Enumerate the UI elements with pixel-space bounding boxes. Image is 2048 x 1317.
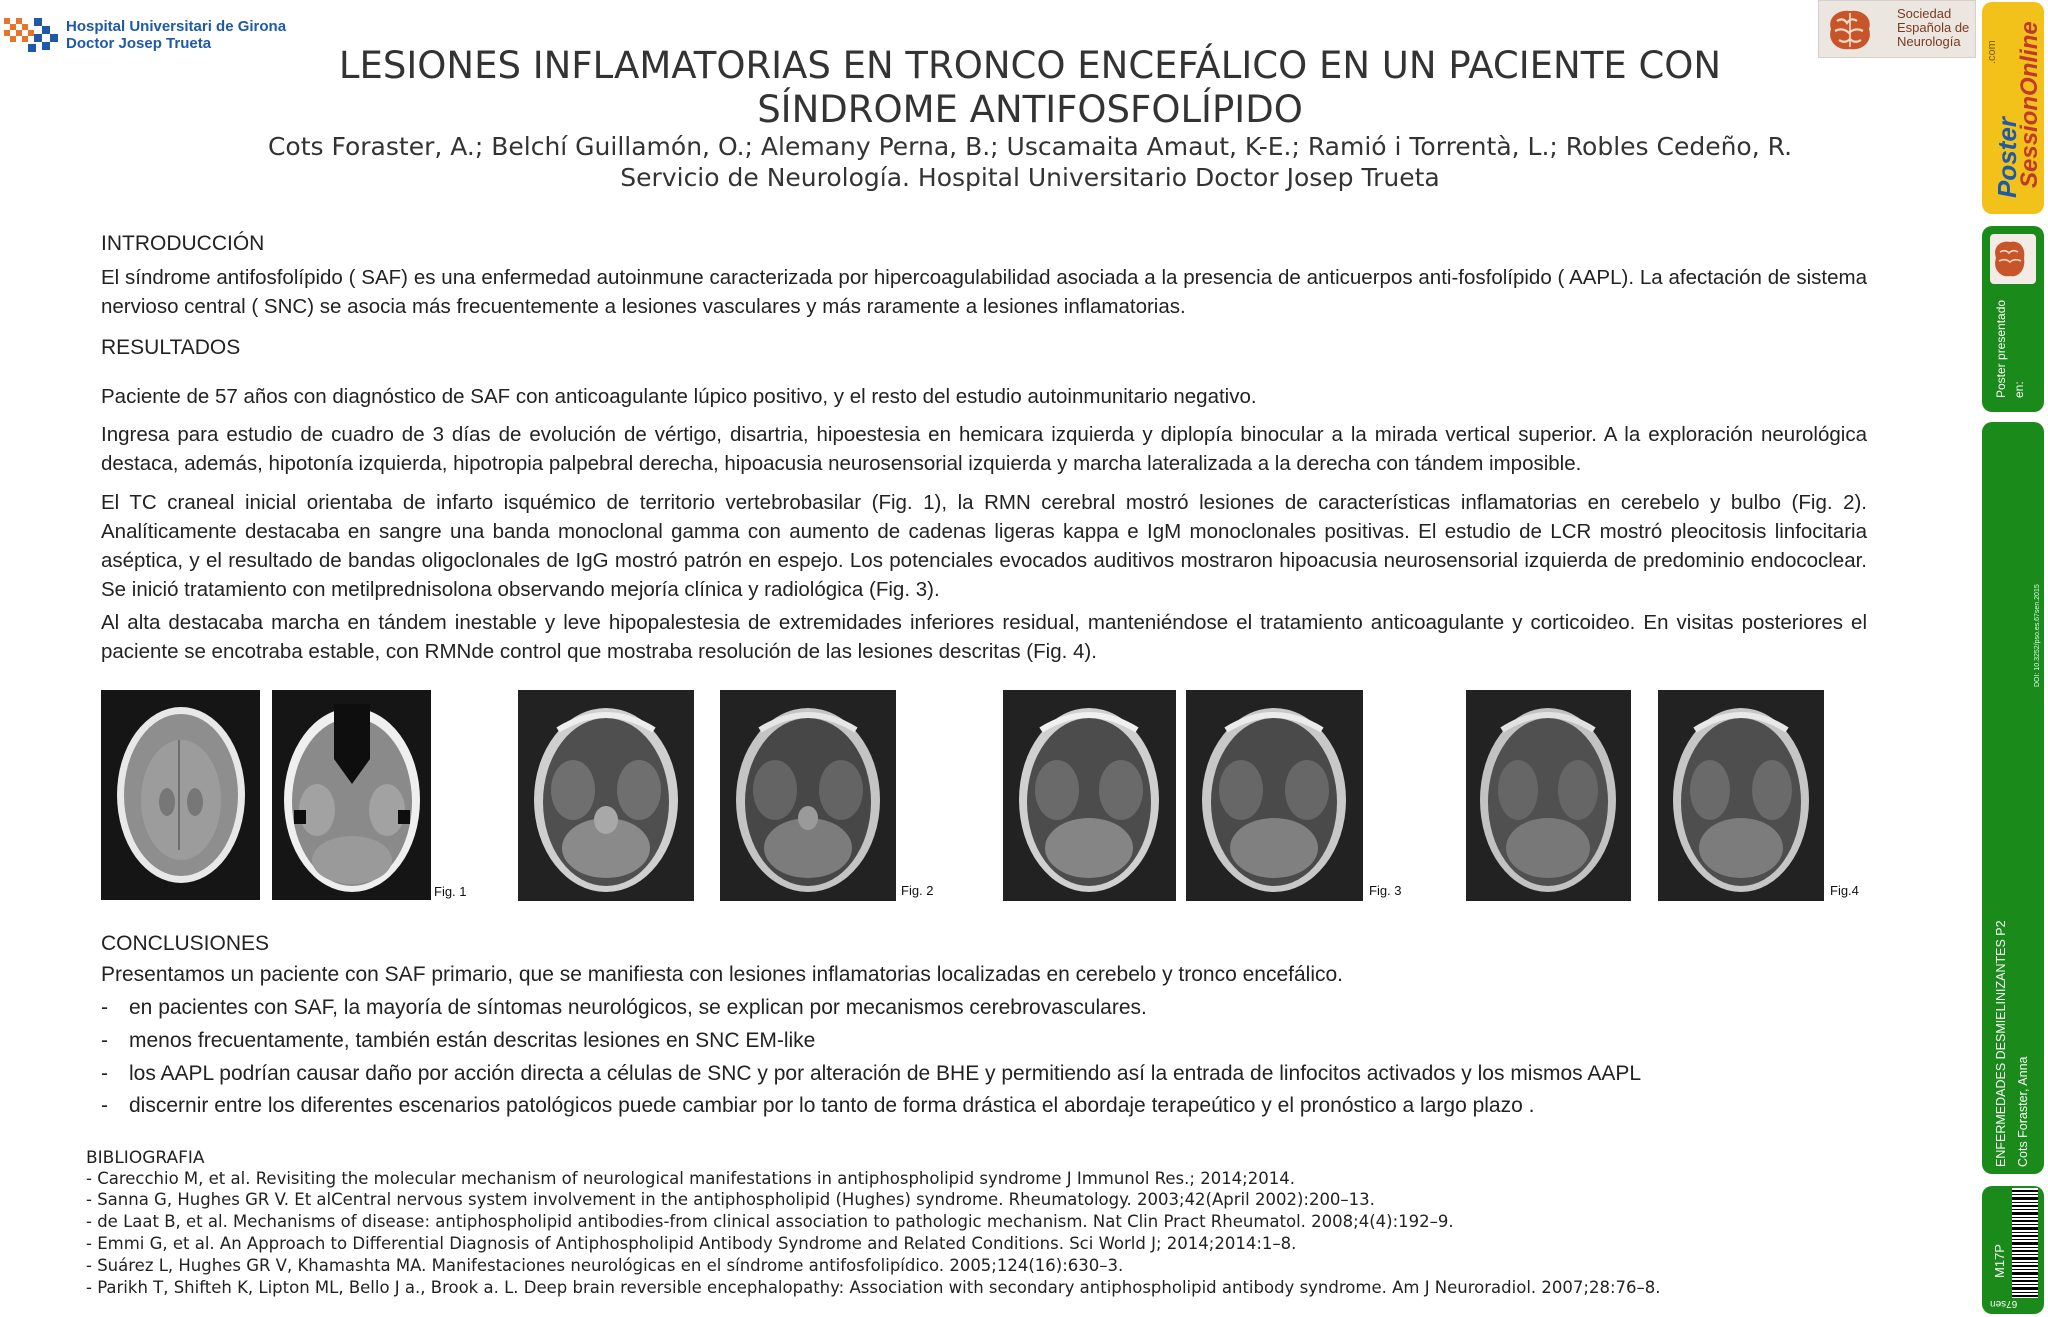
poster-code-panel <box>1982 1186 2044 1314</box>
conclusion-bullet-text: los AAPL podrían causar daño por acción directa a células de SNC y por alteración de BHE y permitiendo así la entrada de linfocitos activados y los mismos AAPL <box>129 1062 1642 1085</box>
poster-code: M17P <box>1992 1244 2007 1278</box>
results-paragraph-2: Ingresa para estudio de cuadro de 3 días de evolución de vértigo, disartria, hipoestesia en hemicara izquierda y diplopía binocular a la mirada vertical superior. A la exploración neurológica destaca, además, hipotonía izquierda, hipotropia palpebral derecha, hipoacusia neurosensorial izquierda y marcha lateralizada a la derecha con tándem imposible. <box>101 423 1867 475</box>
brain-icon <box>1825 7 1875 53</box>
conclusion-bullet-text: menos frecuentamente, también están descritas lesiones en SNC EM-like <box>129 1029 816 1052</box>
mri-scan-image <box>1466 690 1631 901</box>
presented-at-panel <box>1982 226 2044 412</box>
conclusions-text: Presentamos un paciente con SAF primario, que se manifiesta con lesiones inflamatorias localizadas en cerebelo y tronco encefálico. <box>101 963 1343 986</box>
figure-3-label: Fig. 3 <box>1369 883 1402 898</box>
bibliography-item: - Sanna G, Hughes GR V. Et alCentral nervous system involvement in the antiphospholipid (Hughes) syndrome. Rheumatology. 2003;42(April 2002):200–13. <box>86 1190 1375 1209</box>
category-text: ENFERMEDADES DESMIELINIZANTES P2 <box>1994 920 2008 1167</box>
results-paragraph-3: El TC craneal inicial orientaba de infarto isquémico de territorio vertebrobasilar (Fig. 1), la RMN cerebral mostró lesiones de características inflamatorias en cerebelo y bulbo (Fig. 2). Analíticamente destacaba en sangre una banda monoclonal gamma con aumento de cadenas ligeras kappa e IgM monoclonales positivas. El estudio de LCR mostró pleocitosis linfocitaria aséptica, y el resultado de bandas oligoclonales de IgG mostró patrón en espejo. Los potenciales evocados auditivos mostraron hipoacusia neurosensorial izquierda de predominio endococlear. Se inició tratamiento con metilprednisolona observando mejoría clínica y radiológica (Fig. 3). <box>101 491 1867 601</box>
conclusion-bullet-text: discernir entre los diferentes escenarios patológicos puede cambiar por lo tanto de forma drástica el abordaje terapeútico y el pronóstico a largo plazo . <box>129 1094 1535 1117</box>
affiliation: Servicio de Neurología. Hospital Universitario Doctor Josep Trueta <box>620 163 1440 192</box>
figure-2-label: Fig. 2 <box>901 883 934 898</box>
authors: Cots Foraster, A.; Belchí Guillamón, O.; Alemany Perna, B.; Uscamaita Amaut, K-E.; Ramió i Torrentà, L.; Robles Cedeño, R. <box>267 132 1793 161</box>
figure-4-label: Fig.4 <box>1830 883 1859 898</box>
category-panel <box>1982 422 2044 1174</box>
title-line2: SÍNDROME ANTIFOSFOLÍPIDO <box>757 88 1303 131</box>
brain-icon <box>1990 234 2036 284</box>
society-name-line1: Sociedad <box>1897 6 1952 21</box>
mri-scan-image <box>518 690 694 901</box>
poster-session-banner[interactable] <box>1982 2 2044 214</box>
mri-scan-image <box>720 690 896 901</box>
banner-session-text: SessionOnline <box>2016 21 2043 188</box>
mri-scan-image <box>1003 690 1176 901</box>
doi-text: DOI: 10.3252/pso.es.67sen.2015 <box>2034 584 2041 687</box>
hospital-logo-mark <box>4 16 62 58</box>
bibliography-item: - Carecchio M, et al. Revisiting the molecular mechanism of neurological manifestations in antiphospholipid syndrome J Immunol Res.; 2014;2014. <box>86 1169 1295 1188</box>
results-paragraph-1: Paciente de 57 años con diagnóstico de SAF con anticoagulante lúpico positivo, y el resto del estudio autoinmunitario negativo. <box>101 385 1257 408</box>
society-name-line2: Española de <box>1897 20 1970 35</box>
conclusion-bullet: - en pacientes con SAF, la mayoría de síntomas neurológicos, se explican por mecanismos cerebrovasculares. <box>101 996 1147 1019</box>
bibliography-item: - Emmi G, et al. An Approach to Differential Diagnosis of Antiphospholipid Antibody Syndrome and Related Conditions. Sci World J; 2014;2014:1–8. <box>86 1234 1297 1253</box>
poster-title <box>230 44 1830 132</box>
barcode <box>2012 1188 2038 1298</box>
banner-poster-text: Poster <box>1992 117 2022 198</box>
conclusion-bullet: - menos frecuentamente, también están descritas lesiones en SNC EM-like <box>101 1029 816 1052</box>
bibliography-item: - Suárez L, Hughes GR V, Khamashta MA. Manifestaciones neurológicas en el síndrome antifosfolipídico. 2005;124(16):630–3. <box>86 1256 1124 1275</box>
edition-text: 67sen <box>1990 1298 2018 1309</box>
results-heading: RESULTADOS <box>101 336 241 359</box>
results-paragraph-4: Al alta destacaba marcha en tándem inestable y leve hipopalestesia de extremidades inferiores residual, manteniéndose el tratamiento anticoagulante y corticoideo. En visitas posteriores el paciente se encotraba estable, con RMNde control que mostraba resolución de las lesiones descritas (Fig. 4). <box>101 611 1867 663</box>
society-logo <box>1818 0 1976 58</box>
society-name-line3: Neurología <box>1897 34 1961 49</box>
society-mini-logo <box>1990 234 2036 284</box>
conclusions-heading: CONCLUSIONES <box>101 932 270 955</box>
presented-en-text: en: <box>2012 381 2026 398</box>
bibliography-item: - Parikh T, Shifteh K, Lipton ML, Bello J a., Brook a. L. Deep brain reversible encephalopathy: Association with secondary antiphospholipid antibody syndrome. Am J Neuroradiol. 2007;28:76–8. <box>86 1278 1661 1297</box>
author-text: Cots Foraster, Anna <box>2016 1056 2030 1167</box>
mri-scan-image <box>1658 690 1824 901</box>
title-line1: LESIONES INFLAMATORIAS EN TRONCO ENCEFÁLICO EN UN PACIENTE CON <box>338 44 1722 87</box>
ct-scan-image <box>101 690 260 900</box>
intro-heading: INTRODUCCIÓN <box>101 232 265 255</box>
ct-scan-image <box>272 690 431 900</box>
conclusion-bullet: - los AAPL podrían causar daño por acción directa a células de SNC y por alteración de BHE y permitiendo así la entrada de linfocitos activados y los mismos AAPL <box>101 1062 1642 1085</box>
conclusion-bullet: - discernir entre los diferentes escenarios patológicos puede cambiar por lo tanto de forma drástica el abordaje terapeútico y el pronóstico a largo plazo . <box>101 1094 1535 1117</box>
banner-dotcom: .com <box>1986 40 1998 64</box>
mri-scan-image <box>1186 690 1363 901</box>
barcode-icon <box>2012 1188 2038 1298</box>
figure-1-label: Fig. 1 <box>434 884 467 899</box>
conclusion-bullet-text: en pacientes con SAF, la mayoría de síntomas neurológicos, se explican por mecanismos cerebrovasculares. <box>129 996 1147 1019</box>
hospital-name-line2: Doctor Josep Trueta <box>66 35 212 52</box>
bibliography-item: - de Laat B, et al. Mechanisms of disease: antiphospholipid antibodies-from clinical association to pathologic mechanism. Nat Clin Pract Rheumatol. 2008;4(4):192–9. <box>86 1212 1454 1231</box>
hospital-name-line1: Hospital Universitari de Girona <box>66 18 287 35</box>
intro-text: El síndrome antifosfolípido ( SAF) es una enfermedad autoinmune caracterizada por hipercoagulabilidad asociada a la presencia de anticuerpos anti-fosfolípido ( AAPL). La afectación de sistema nervioso central ( SNC) se asocia más frecuentemente a lesiones vasculares y más raramente a lesiones inflamatorias. <box>101 266 1867 318</box>
presented-text: Poster presentado <box>1994 299 2008 398</box>
bibliography-heading: BIBLIOGRAFIA <box>86 1148 205 1168</box>
